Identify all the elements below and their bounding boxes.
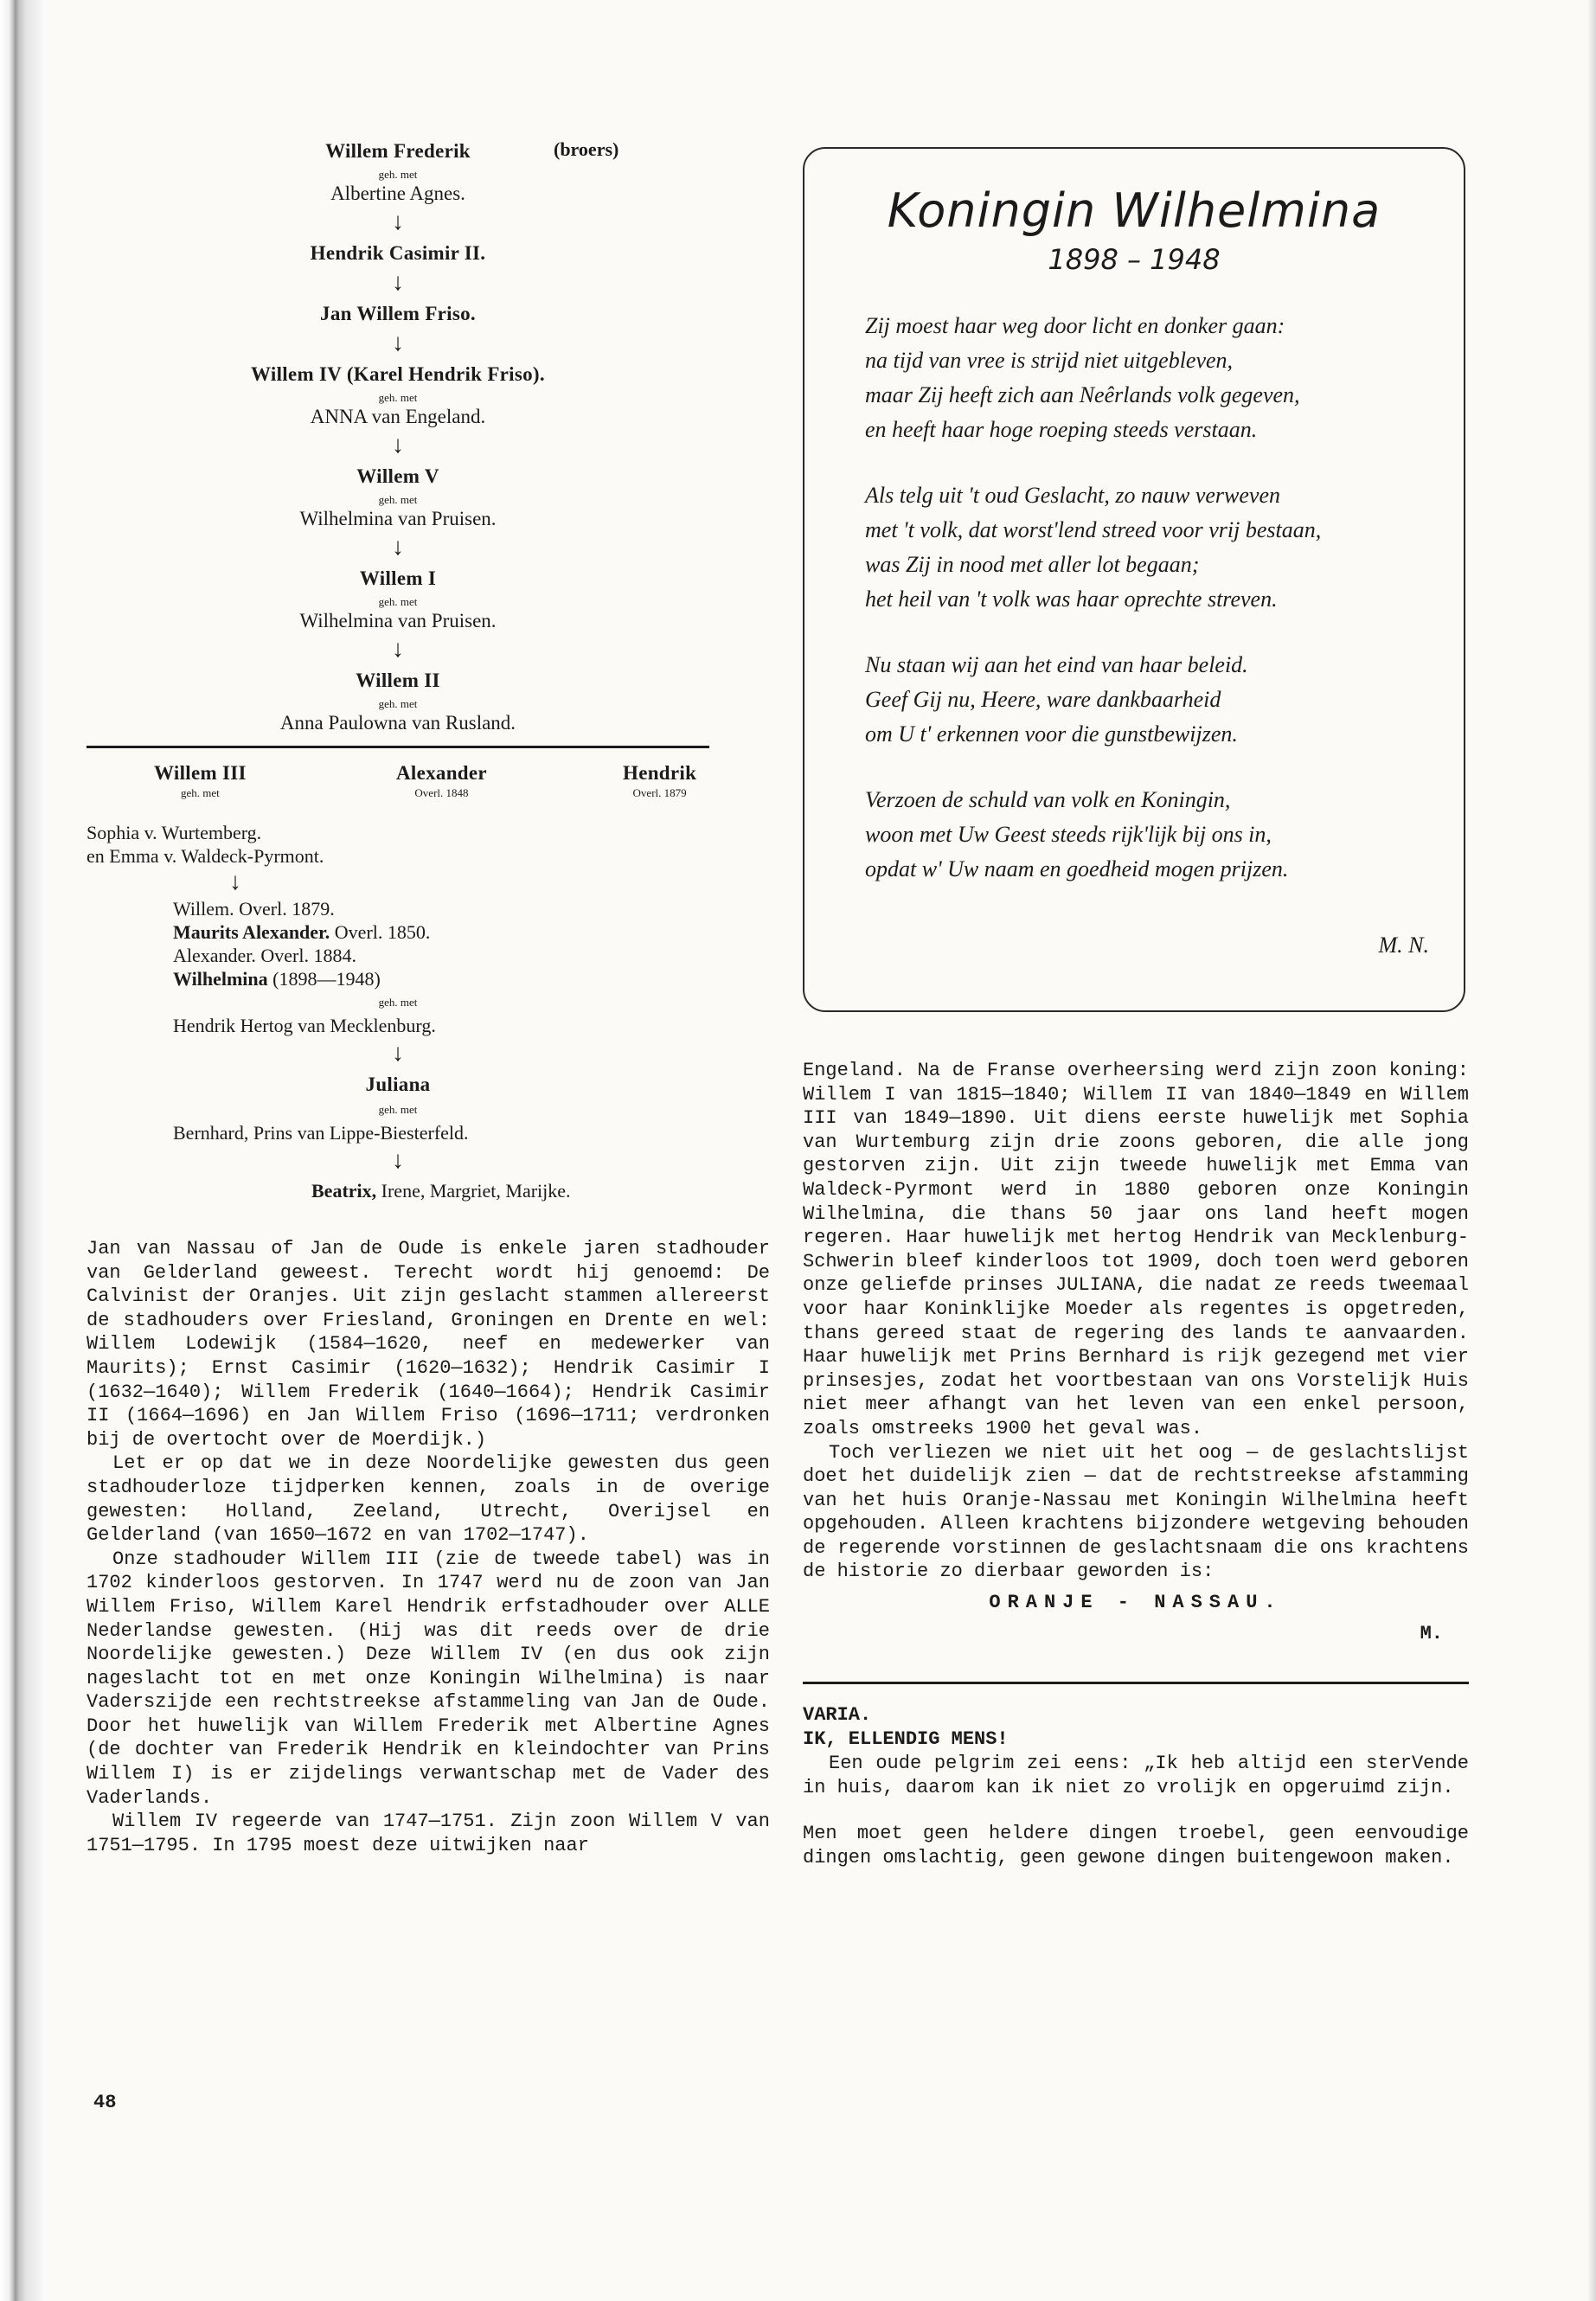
right-column — [803, 147, 1469, 1870]
tree-top-name: Willem Frederik — [325, 140, 471, 162]
trio-note: Overl. 1848 — [414, 786, 469, 799]
child-line: Wilhelmina (1898—1948) — [173, 968, 381, 990]
tree-arrow: ↓ — [392, 208, 404, 235]
tree-spouse: Wilhelmina van Pruisen. — [299, 508, 497, 529]
spouse-line: Bernhard, Prins van Lippe-Biesterfeld. — [173, 1122, 469, 1144]
tree-name: Willem I — [359, 567, 437, 589]
tree-geh: geh. met — [378, 1103, 418, 1116]
tree-geh: geh. met — [378, 595, 418, 608]
tree-trio — [87, 760, 770, 821]
poem-line: met 't volk, dat worst'lend streed voor vrij bestaan, — [865, 517, 1322, 542]
tree-name: Willem V — [356, 465, 439, 487]
tree-geh: geh. met — [378, 493, 418, 506]
tree-spouse: Wilhelmina van Pruisen. — [299, 610, 497, 631]
poem-signature: M. N. — [1378, 933, 1429, 958]
trio-note: Overl. 1879 — [632, 786, 687, 799]
poem-line: Als telg uit 't oud Geslacht, zo nauw verweven — [865, 483, 1280, 508]
tree-geh: geh. met — [378, 697, 418, 710]
spouse-line: en Emma v. Waldeck-Pyrmont. — [87, 845, 324, 867]
left-article — [87, 1237, 770, 1857]
child-line: Maurits Alexander. Overl. 1850. — [173, 921, 431, 943]
varia-heading: VARIA. — [803, 1704, 872, 1727]
trio-alexander — [396, 760, 487, 800]
paragraph: Men moet geen heldere dingen troebel, geen eenvoudige dingen omslachtig, geen gewone dingen buitengewoon maken. — [803, 1823, 1469, 1869]
tree-spouse: Anna Paulowna van Rusland. — [279, 712, 516, 734]
child-line: Willem. Overl. 1879. — [173, 898, 335, 920]
paragraph: Toch verliezen we niet uit het oog — de geslachtslijst doet het duidelijk zien — dat de rechtstreekse afstamming van het huis Oranje-Nassau met Koningin Wilhelmina heeft opgehouden. Alleen krachtens bijzondere wetgeving behouden de regerende vorstinnen de geslachtsnaam die ons krachtens de historie zo dierbaar geworden is: — [803, 1441, 1469, 1583]
right-article — [803, 1059, 1469, 1584]
children-list — [87, 897, 770, 990]
tree-spouse: ANNA van Engeland. — [310, 406, 486, 427]
poem-line: Verzoen de schuld van volk en Koningin, — [865, 787, 1231, 812]
poem-line: was Zij in nood met aller lot begaan; — [865, 552, 1200, 577]
tree-geh: geh. met — [378, 996, 418, 1009]
poem-stanza — [865, 478, 1464, 617]
tree-geh: geh. met — [378, 391, 418, 404]
grandchildren-line: Beatrix, Irene, Margriet, Marijke. — [311, 1180, 571, 1202]
paragraph: Onze stadhouder Willem III (zie de tweede tabel) was in 1702 kinderloos gestorven. In 1747 werd nu de zoon van Jan Willem Friso, Willem Karel Hendrik erfstadhouder over ALLE Nederlandse gewesten. (Hij was dit reeds over de drie Noordelijke gewesten.) Deze Willem IV (en dus ook zijn nageslacht tot en met onze Koningin Wilhelmina) is naar Vaderszijde een rechtstreekse afstammeling van Jan de Oude. Door het huwelijk van Willem Frederik met Albertine Agnes (de dochter van Frederik Hendrik en kleindochter van Prins Willem I) is er zijdelings verwantschap met de Vader des Vaderlands. — [87, 1548, 770, 1809]
poem-stanza — [865, 648, 1464, 752]
varia-subheading: IK, ELLENDIG MENS! — [803, 1728, 1009, 1751]
paragraph: Engeland. Na de Franse overheersing werd zijn zoon koning: Willem I van 1815—1840; Willem II van 1840—1849 en Willem III van 1849—1890. Uit diens eerste huwelijk met Sophia van Wurtemburg zijn drie zoons geboren, die alle jong gestorven zijn. Uit zijn tweede huwelijk met Emma van Waldeck-Pyrmont werd in 1880 geboren onze Koningin Wilhelmina, die thans 50 jaar ons land heeft mogen regeren. Haar huwelijk met hertog Hendrik van Mecklenburg-Schwerin bleef kinderloos tot 1909, doch toen werd geboren onze geliefde prinses JULIANA, die nadat ze reeds tweemaal voor haar Koninklijke Moeder als regentes is opgetreden, thans gereed staat de regering des lands te aanvaarden. Haar huwelijk met Prins Bernhard is rijk gezegend met vier prinsesjes, zodat het voortbestaan van ons Vorstelijk Huis niet meer afhangt van het leven van een enkel persoon, zoals omstreeks 1900 het geval was. — [803, 1060, 1469, 1439]
poem-line: Zij moest haar weg door licht en donker gaan: — [865, 313, 1285, 338]
trio-name: Alexander — [396, 762, 487, 784]
tree-arrow: ↓ — [392, 1147, 404, 1174]
tree-arrow: ↓ — [229, 868, 241, 895]
juliana-block — [87, 1039, 623, 1121]
tree-spouse: Albertine Agnes. — [330, 183, 465, 204]
tree-name: Willem IV (Karel Hendrik Friso). — [251, 363, 545, 385]
wilhelmina-block — [87, 990, 623, 1014]
poem-line: Nu staan wij aan het eind van haar beleid. — [865, 652, 1248, 677]
poem-line: opdat w' Uw naam en goedheid mogen prijzen. — [865, 856, 1289, 881]
tree-arrow: ↓ — [392, 534, 404, 561]
grandchildren-block — [87, 1146, 623, 1176]
tree-arrow: ↓ — [392, 432, 404, 458]
poem-title: Koningin Wilhelmina — [887, 183, 1381, 238]
section-divider — [803, 1682, 1469, 1684]
page-edge-shadow — [1587, 0, 1596, 2301]
paragraph: Let er op dat we in deze Noordelijke gewesten dus geen stadhouderloze tijdperken kennen, zoals in de overige gewesten: Holland, Zeeland, Utrecht, Overijsel en Gelderland (van 1650—1672 en van 1702—1747). — [87, 1452, 770, 1547]
poem-line: om U t' erkennen voor die gunstbewijzen. — [865, 721, 1238, 747]
poem-line: Geef Gij nu, Heere, ware dankbaarheid — [865, 687, 1221, 712]
spouse-line: Hendrik Hertog van Mecklenburg. — [173, 1015, 436, 1036]
tree-arrow: ↓ — [392, 330, 404, 356]
tree-geh: geh. met — [378, 168, 418, 181]
tree-arrow: ↓ — [392, 269, 404, 296]
poem-line: en heeft haar hoge roeping steeds verstaan. — [865, 417, 1258, 442]
tree-name: Jan Willem Friso. — [320, 303, 476, 324]
poem-box — [803, 147, 1465, 1012]
poem-stanza — [865, 309, 1464, 447]
tree-name: Willem II — [356, 670, 440, 691]
trio-name: Hendrik — [623, 762, 697, 784]
tree-arrow: ↓ — [392, 636, 404, 663]
book-binding-shadow — [0, 0, 45, 2301]
paragraph: Willem IV regeerde van 1747—1751. Zijn zoon Willem V van 1751—1795. In 1795 moest deze uitwijken naar — [87, 1811, 770, 1856]
varia-section — [803, 1703, 1469, 1869]
trio-willem3 — [154, 760, 247, 800]
child-line: Alexander. Overl. 1884. — [173, 945, 356, 966]
article-signature: M. — [1420, 1622, 1443, 1644]
family-tree — [87, 138, 709, 735]
poem-years: 1898 – 1948 — [1048, 243, 1221, 276]
tree-lower — [87, 821, 770, 1202]
tree-split-line — [87, 746, 709, 748]
trio-name: Willem III — [154, 762, 247, 784]
poem-stanza — [865, 783, 1464, 887]
tree-name: Juliana — [365, 1074, 431, 1095]
left-column — [87, 138, 770, 1857]
tree-name: Hendrik Casimir II. — [310, 242, 486, 264]
page-number: 48 — [93, 2092, 117, 2113]
poem-line: na tijd van vree is strijd niet uitgebleven, — [865, 348, 1234, 373]
poem-line: het heil van 't volk was haar oprechte streven. — [865, 586, 1278, 612]
trio-note: geh. met — [180, 786, 220, 799]
spouse-line: Sophia v. Wurtemberg. — [87, 822, 262, 843]
paragraph: Een oude pelgrim zei eens: „Ik heb altijd een sterVende in huis, daarom kan ik niet zo vrolijk en opgeruimd zijn. — [803, 1753, 1469, 1798]
trio-hendrik — [623, 760, 696, 800]
poem-line: maar Zij heeft zich aan Neêrlands volk gegeven, — [865, 382, 1300, 407]
poem-line: woon met Uw Geest steeds rijk'lijk bij ons in, — [865, 822, 1272, 847]
tree-arrow: ↓ — [392, 1040, 404, 1067]
tree-top-note: (broers) — [554, 138, 619, 160]
oranje-nassau: ORANJE - NASSAU. — [989, 1592, 1283, 1614]
paragraph: Jan van Nassau of Jan de Oude is enkele jaren stadhouder van Gelderland geweest. Terecht wordt hij genoemd: De Calvinist der Oranjes. Uit zijn geslacht stammen allereerst de stadhouders over Friesland, Groningen en Drente en wel: Willem Lodewijk (1584—1620, neef en medewerker van Maurits); Ernst Casimir (1620—1632); Hendrik Casimir I (1632—1640); Willem Frederik (1640—1664); Hendrik Casimir II (1664—1696) en Jan Willem Friso (1696—1711; verdronken bij de overtocht over de Moerdijk.) — [87, 1238, 770, 1451]
